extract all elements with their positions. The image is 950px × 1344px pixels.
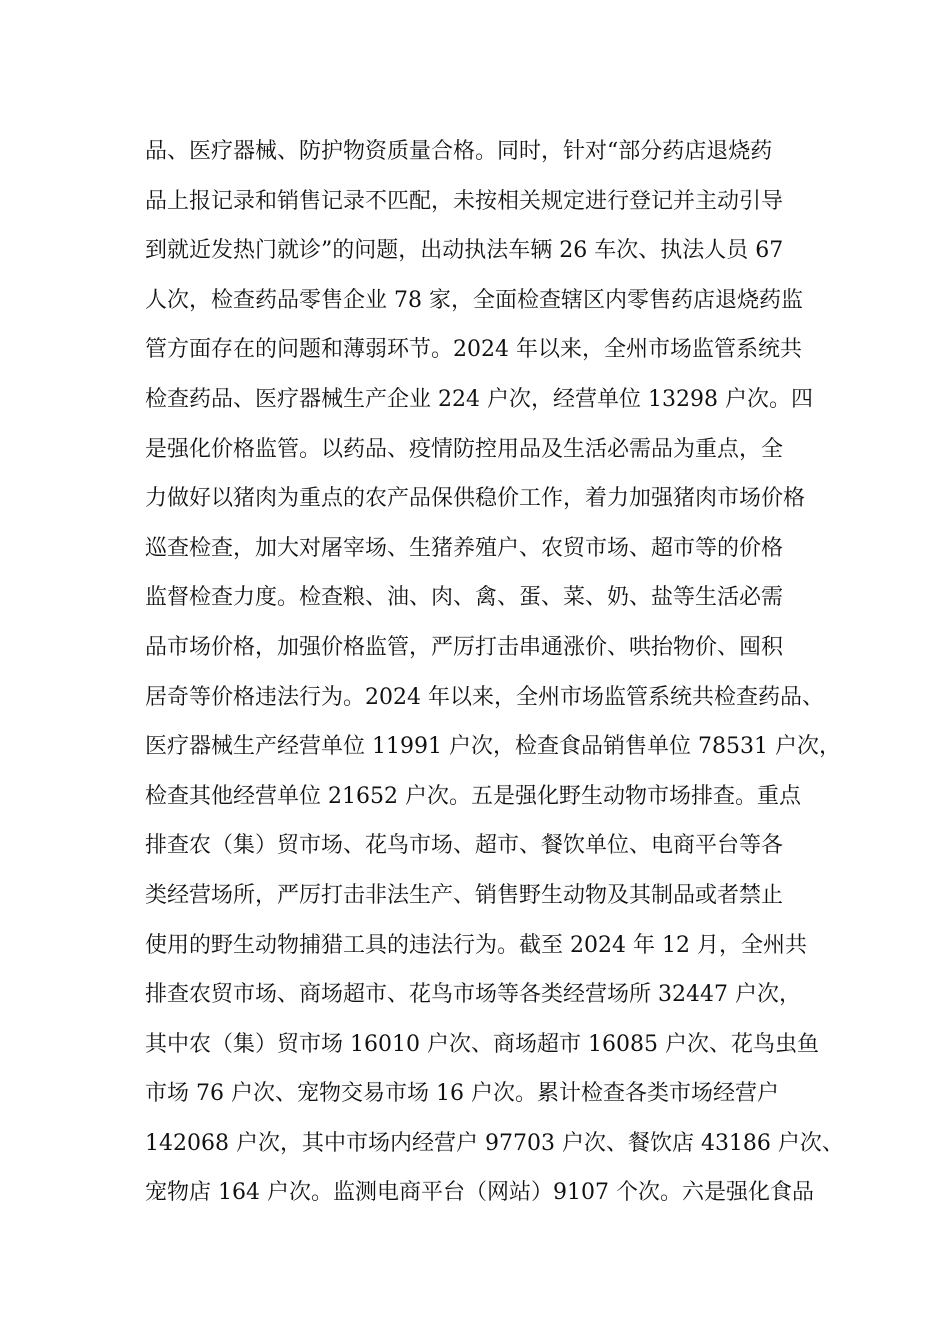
text-line: 居奇等价格违法行为。2024 年以来，全州市场监管系统共检查药品、 bbox=[145, 684, 824, 710]
text-line: 品上报记录和销售记录不匹配，未按相关规定进行登记并主动引导 bbox=[145, 188, 784, 214]
text-line: 市场 76 户次、宠物交易市场 16 户次。累计检查各类市场经营户 bbox=[145, 1081, 779, 1107]
text-line: 管方面存在的问题和薄弱环节。2024 年以来，全州市场监管系统共 bbox=[145, 337, 802, 363]
text-line: 142068 户次，其中市场内经营户 97703 户次、餐饮店 43186 户次、 bbox=[145, 1130, 844, 1156]
text-line: 使用的野生动物捕猎工具的违法行为。截至 2024 年 12 月，全州共 bbox=[145, 932, 807, 958]
text-line: 宠物店 164 户次。监测电商平台（网站）9107 个次。六是强化食品 bbox=[145, 1180, 814, 1206]
text-line: 品市场价格，加强价格监管，严厉打击串通涨价、哄抬物价、囤积 bbox=[145, 634, 784, 660]
text-line: 医疗器械生产经营单位 11991 户次，检查食品销售单位 78531 户次， bbox=[145, 734, 841, 760]
text-line: 人次，检查药品零售企业 78 家，全面检查辖区内零售药店退烧药监 bbox=[145, 287, 803, 313]
text-line: 检查药品、医疗器械生产企业 224 户次，经营单位 13298 户次。四 bbox=[145, 386, 813, 412]
text-line: 排查农（集）贸市场、花鸟市场、超市、餐饮单位、电商平台等各 bbox=[145, 833, 784, 859]
text-line: 检查其他经营单位 21652 户次。五是强化野生动物市场排查。重点 bbox=[145, 783, 801, 809]
text-line: 力做好以猪肉为重点的农产品保供稳价工作，着力加强猪肉市场价格 bbox=[145, 486, 806, 512]
text-line: 监督检查力度。检查粮、油、肉、禽、蛋、菜、奶、盐等生活必需 bbox=[145, 585, 784, 611]
text-line: 是强化价格监管。以药品、疫情防控用品及生活必需品为重点，全 bbox=[145, 436, 784, 462]
body-text bbox=[145, 127, 844, 1218]
text-line: 其中农（集）贸市场 16010 户次、商场超市 16085 户次、花鸟虫鱼 bbox=[145, 1031, 819, 1057]
text-line: 类经营场所，严厉打击非法生产、销售野生动物及其制品或者禁止 bbox=[145, 882, 784, 908]
text-line: 品、医疗器械、防护物资质量合格。同时，针对“部分药店退烧药 bbox=[145, 139, 773, 164]
text-line: 排查农贸市场、商场超市、花鸟市场等各类经营场所 32447 户次， bbox=[145, 982, 801, 1008]
text-line: 到就近发热门就诊”的问题，出动执法车辆 26 车次、执法人员 67 bbox=[145, 238, 784, 264]
text-line: 巡查检查，加大对屠宰场、生猪养殖户、农贸市场、超市等的价格 bbox=[145, 535, 784, 561]
